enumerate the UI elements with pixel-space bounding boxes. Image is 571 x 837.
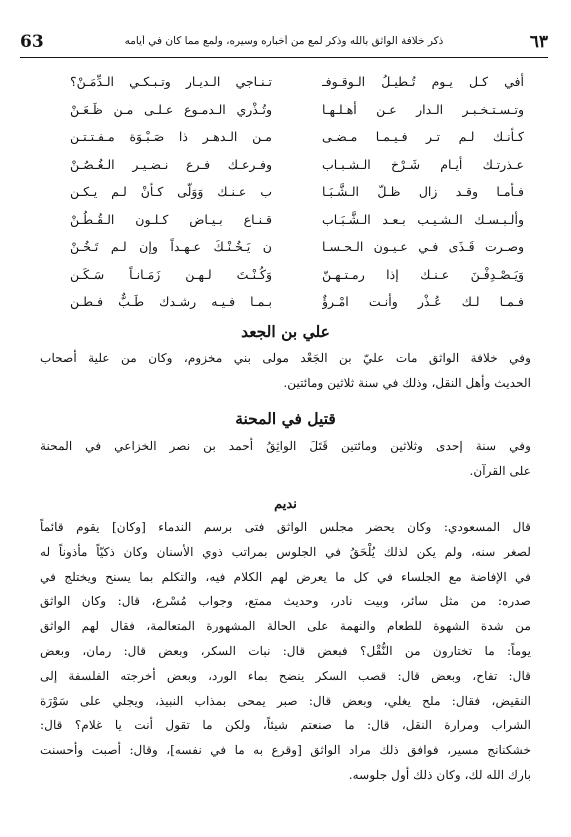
- text-line: الحديث وأهل النقل، وذلك في سنة ثلاثين ومائتين.: [283, 375, 531, 390]
- verse-first-hemistich: وألـبـسـك الـشـيـب بـعـد الـشَّـبَـاب: [322, 211, 524, 227]
- text-line: النقيض، فقال: ملح يغلي، وبعض قال: صبر يمحى بمذاب النبيذ، ويجلي على سَوْرَة: [40, 693, 531, 708]
- verse-first-hemistich: عـذرتـك أيـام شَـرْخ الـشـبـاب: [322, 156, 524, 172]
- paragraph-ali-ibn-al-jad: [40, 346, 531, 396]
- verse-first-hemistich: فـمـا لـك عُـذْر وأنـت امْـرؤٌ: [322, 294, 524, 309]
- poem: [70, 68, 524, 316]
- verse-second-hemistich: بـمـا فـيـه رشـدك طَـبٌّ فـطـن: [70, 294, 272, 309]
- poem-verse: [70, 206, 524, 234]
- poem-verse: [70, 233, 524, 261]
- heading-ali-ibn-al-jad: علي بن الجعد: [241, 322, 330, 341]
- heading-nadim: نديم: [274, 497, 297, 512]
- text-line: قال: تفاح، وبعض قال: قصب السكر ينضح بماء الورد، وبعض أخرجته الفلسفة إلى: [40, 668, 531, 683]
- header-rule: [20, 57, 548, 58]
- text-line: وفي خلافة الواثق مات عليّ بن الجَعْد مولى بني مخزوم، وكان من علية أصحاب: [40, 351, 531, 365]
- poem-verse: [70, 178, 524, 206]
- text-line: لصغر سنه، ولم يكن لذلك يُلْحَقُ في الجلوس بمراتب ذوي الأسنان وكان ذكيّاً مأذوناً له: [40, 544, 531, 559]
- verse-first-hemistich: وتـسـتـخـبـر الـدار عـن أهـلـهـا: [322, 101, 524, 117]
- page-number-arabic: ٦٣: [529, 32, 548, 52]
- verse-first-hemistich: كـأنـك لـم تـر فـيـمـا مـضـى: [322, 129, 524, 144]
- text-line: الشراب ومرارة النقل، قال: ما صنعتم شيئاً، ولكن ما تقول أنت يا غلام؟ قال:: [40, 718, 531, 733]
- verse-second-hemistich: وتُـذْري الـدمـوع عـلـى مـن ظَـعَـنْ: [70, 101, 272, 117]
- verse-first-hemistich: وَيَـصْـدِفْـنَ عـنـك إذا رمـتـهـنّ: [322, 266, 524, 282]
- verse-second-hemistich: وفـرعـك فـرع نـضـيـر الـغُـصُـنْ: [70, 156, 272, 172]
- verse-second-hemistich: مـن الـدهـر ذا صَـبْـوَة مـفـتـتـن: [70, 129, 272, 144]
- verse-first-hemistich: فـأمـا وقـد زال ظـلّ الـشَّـبَـا: [322, 184, 524, 199]
- heading-murdered-in-mihna: قتيل في المحنة: [235, 409, 336, 428]
- page-number-latin: 63: [20, 32, 44, 52]
- paragraph-murdered-in-mihna: [40, 434, 531, 484]
- poem-verse: [70, 68, 524, 96]
- poem-verse: [70, 288, 524, 316]
- verse-second-hemistich: ب عـنـك وَوَلّى كـأنْ لـم يـكـن: [70, 184, 272, 199]
- text-line: يوماً: ما تختارون من النُّقْل؟ فبعض قال: نبات السكر، وبعض قال: رمان، وبعض: [40, 643, 531, 658]
- poem-verse: [70, 261, 524, 289]
- verse-second-hemistich: وَكُـنْـتَ لـهـن زَمَـانـاً سَـكَـن: [70, 266, 272, 282]
- paragraph-nadim: [40, 515, 531, 788]
- poem-verse: [70, 123, 524, 151]
- verse-second-hemistich: تـنـاجي الـديـار وتـبـكـي الـدِّمَـنْ؟: [70, 74, 272, 89]
- verse-second-hemistich: قـنـاع بـيـاض كـلـون الـقُـطُـنْ: [70, 211, 272, 227]
- running-title: ذكر خلافة الواثق بالله وذكر لمع من أخباره وسيره، ولمع مما كان في أيامه: [124, 35, 444, 47]
- text-line: من شدة الشهوة للطعام والنهمة على الحالة المشهورة المتعالمة، فقال لهم الواثق: [40, 619, 531, 634]
- text-line: صدره: من مثل سائر، وبيت نادر، وحديث ممتع، وجواب مُسْرع، قال: وكان الواثق: [40, 594, 531, 609]
- text-line: وفي سنة إحدى وثلاثين ومائتين قَتَلَ الواثِقُ أحمد بن نصر الخزاعي في المحنة: [40, 439, 531, 453]
- poem-verse: [70, 151, 524, 179]
- text-line: خشكنانج مسير، فوافق ذلك مراد الواثق [وقرع به ما في نفسه]، وقال: أصبت وأحسنت: [40, 743, 531, 758]
- text-line: قال المسعودي: وكان يحضر مجلس الواثق فتى برسم الندماء [وكان] يقوم قائماً: [40, 520, 531, 534]
- text-line: على القرآن.: [469, 463, 531, 478]
- poem-verse: [70, 96, 524, 124]
- text-line: في الإفاضة مع الجلساء في كل ما يعرض لهم الكلام فيه، والتكلم بما يسنح ويختلج في: [40, 569, 531, 584]
- text-line: بارك الله لك، وكان ذلك أول جلوسه.: [348, 767, 531, 782]
- verse-first-hemistich: أفي كـل يـوم تُـطيـلُ الـوقـوفـ: [322, 74, 524, 89]
- verse-second-hemistich: ن يَـخُـنْـكَ عـهـداً وإن لـم تَـخُـنْ: [70, 239, 272, 254]
- verse-first-hemistich: وصـرت قَـذَى فـي عـيـون الـحـسـا: [322, 239, 524, 254]
- page-header: [20, 30, 548, 56]
